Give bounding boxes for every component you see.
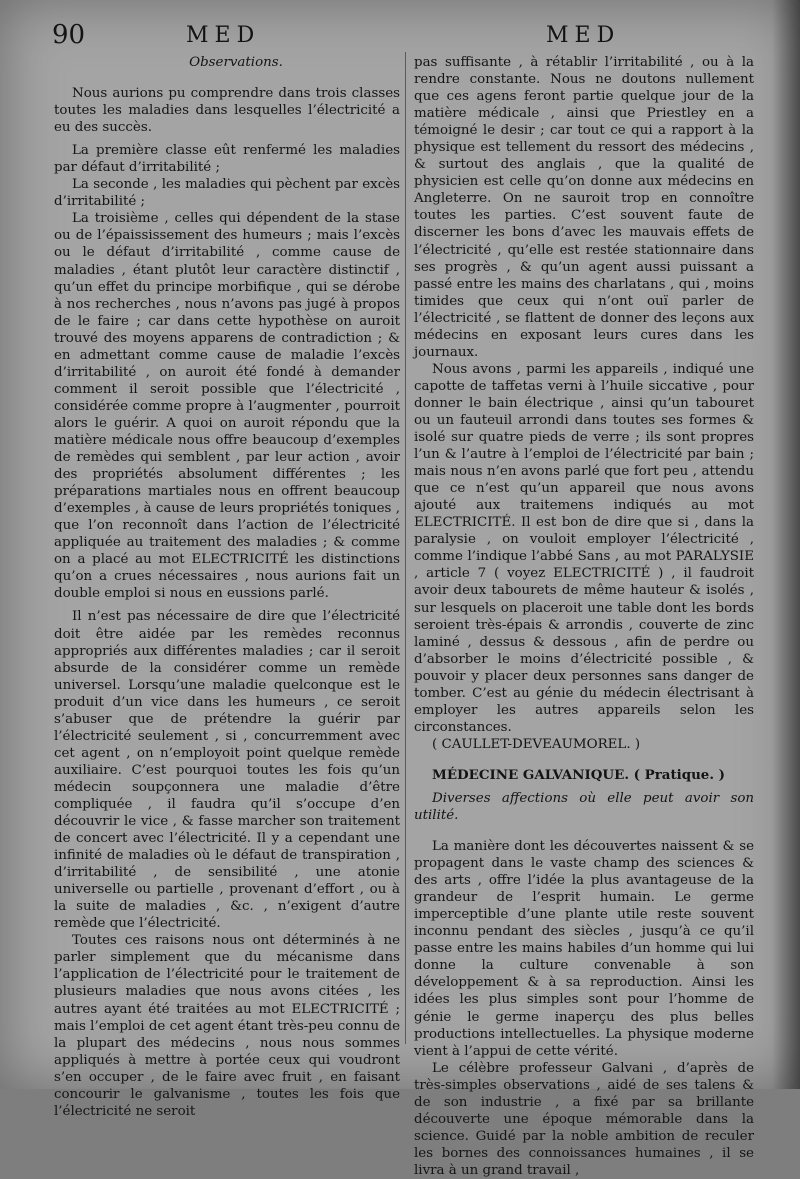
paragraph: La manière dont les découvertes naissent & se propagent dans le vaste champ des sciences & des arts , offre l’idée la plus avantageuse de la grandeur de l’esprit humain. Le germe imperceptible d’une plante utile reste souvent inconnu pendant des siècles , jusqu’à ce qu’il passe entre les mains habiles d’un homme qui lui donne la culture convenable à son développement & à sa reproduction. Ainsi les idées les plus simples sont pour l’homme de génie le germe inaperçu des plus belles productions intellectuelles. La physique moderne vient à l’appui de cette vérité. <box>414 839 754 1059</box>
section-title: MÉDECINE GALVANIQUE. ( Pratique. ) <box>432 766 725 783</box>
page-edge-shadow <box>772 0 800 1089</box>
left-running-head: MED <box>186 23 261 48</box>
right-column <box>414 54 754 1179</box>
paragraph: La seconde , les maladies qui pèchent par excès d’irritabilité ; <box>54 177 400 210</box>
spacer <box>414 824 754 838</box>
spacer <box>54 71 400 85</box>
signature: ( CAULLET-DEVEAUMOREL. ) <box>432 736 641 752</box>
left-column <box>54 54 400 1120</box>
page-number: 90 <box>52 20 86 50</box>
column-divider <box>405 52 406 1044</box>
paragraph: Toutes ces raisons nous ont déterminés à ne parler simplement que du mécanisme dans l’application de l’électricité pour le traitement de plusieurs maladies que nous avons citées , les autres ayant été traitées au mot ELECTRICITÉ ; mais l’emploi de cet agent étant très-peu connu de la plupart des médecins , nous nous sommes appliqués à mettre à portée ceux qui voudront s’en occuper , de le faire avec fruit , en faisant concourir le galvanisme , toutes les fois que l’électricité ne seroit <box>54 933 400 1119</box>
paragraph: Nous avons , parmi les appareils , indiqué une capotte de taffetas verni à l’huile siccative , pour donner le bain électrique , ainsi qu’un tabouret ou un fauteuil arrondi dans toutes ses formes & isolé sur quatre pieds de verre ; ils sont propres l’un & l’autre à l’emploi de l’électricité par bain ; mais nous n’en avons parlé que fort peu , attendu que ce n’est qu’un appareil que nous avons ajouté aux traitemens indiqués au mot ELECTRICITÉ. Il est bon de dire que si , dans la paralysie , on vouloit employer l’électricité , comme l’indique l’abbé Sans , au mot PARALYSIE , article 7 ( voyez ELECTRICITÉ ) , il faudroit avoir deux tabourets de même hauteur & isolés , sur lesquels on placeroit une table dont les bords seroient très-épais & arrondis , couverte de zinc laminé , dessus & dessous , afin de perdre ou d’absorber le moins d’électricité possible , & pouvoir y placer deux personnes sans danger de tomber. C’est au génie du médecin électrisant à employer les autres appareils selon les circonstances. <box>414 361 754 735</box>
observations-heading: Observations. <box>189 55 283 70</box>
paragraph: La première classe eût renfermé les maladies par défaut d’irritabilité ; <box>54 143 400 176</box>
right-running-head: MED <box>546 23 621 48</box>
page-header <box>0 20 800 50</box>
paragraph: Il n’est pas nécessaire de dire que l’électricité doit être aidée par les remèdes reconnus appropriés aux différentes maladies ; car il seroit absurde de la considérer comme un remède universel. Lorsqu’une maladie quelconque est le produit d’un vice dans les humeurs , ce seroit s’abuser que de prétendre la guérir par l’électricité seulement , si , concurremment avec cet agent , on n’employoit point quelque remède auxiliaire. C’est pourquoi toutes les fois qu’un médecin soupçonnera une maladie d’être compliquée , il faudra qu’il s’occupe d’en découvrir le vice , & fasse marcher son traitement de concert avec l’électricité. Il y a cependant une infinité de maladies où le défaut de transpiration , d’irritabilité , de sensibilité , une atonie universelle ou partielle , provenant d’effort , ou à la suite de maladies , &c. , n’exigent d’autre remède que l’électricité. <box>54 609 400 932</box>
paragraph: pas suffisante , à rétablir l’irritabilité , ou à la rendre constante. Nous ne doutons nullement que ces agens feront partie quelque jour de la matière médicale , ainsi que Priestley en a témoigné le desir ; car tout ce qui a rapport à la physique est tellement du ressort des médecins , & surtout des anglais , que la qualité de physicien est celle qu’on donne aux médecins en Angleterre. On ne sauroit trop en connoître toutes les parties. C’est souvent faute de discerner les bons d’avec les mauvais effets de l’électricité , qu’elle est restée stationnaire dans ses progrès , & qu’un agent aussi puissant a passé entre les mains des charlatans , qui , moins timides que ceux qui n’ont ouï parler de l’électricité , se flattent de donner des leçons aux médecins en exposant leurs cures dans les journaux. <box>414 55 754 360</box>
paragraph: Le célèbre professeur Galvani , d’après de très-simples observations , aidé de ses talens & de son industrie , a fixé par sa brillante découverte une époque mémorable dans la science. Guidé par la noble ambition de reculer les bornes des connoissances humaines , il se livra à un grand travail , <box>414 1060 754 1178</box>
paragraph: Nous aurions pu comprendre dans trois classes toutes les maladies dans lesquelles l’électricité a eu des succès. <box>54 86 400 136</box>
spacer <box>414 753 754 767</box>
paragraph: La troisième , celles qui dépendent de la stase ou de l’épaississement des humeurs ; mais l’excès ou le défaut d’irritabilité , comme cause de maladies , étant plutôt leur caractère distinctif , qu’un effet du principe morbifique , qui se dérobe à nos recherches , nous n’avons pas jugé à propos de le faire ; car dans cette hypothèse on auroit trouvé des moyens apparens de contradiction ; & en admettant comme cause de maladie l’excès d’irritabilité , on auroit été fondé à demander comment il seroit possible que l’électricité , considérée comme propre à l’augmenter , pourroit alors le guérir. A quoi on auroit répondu que la matière médicale nous offre beaucoup d’exemples de remèdes qui semblent , par leur action , avoir des propriétés absolument différentes ; les préparations martiales nous en offrent beaucoup d’exemples , à cause de leurs propriétés toniques , que l’on reconnoît dans l’action de l’électricité appliquée au traitement des maladies ; & comme on a placé au mot ELECTRICITÉ les distinctions qu’on a crues nécessaires , nous aurions fait un double emploi si nous en eussions parlé. <box>54 211 400 602</box>
section-subtitle: Diverses affections où elle peut avoir son utilité. <box>414 790 754 824</box>
